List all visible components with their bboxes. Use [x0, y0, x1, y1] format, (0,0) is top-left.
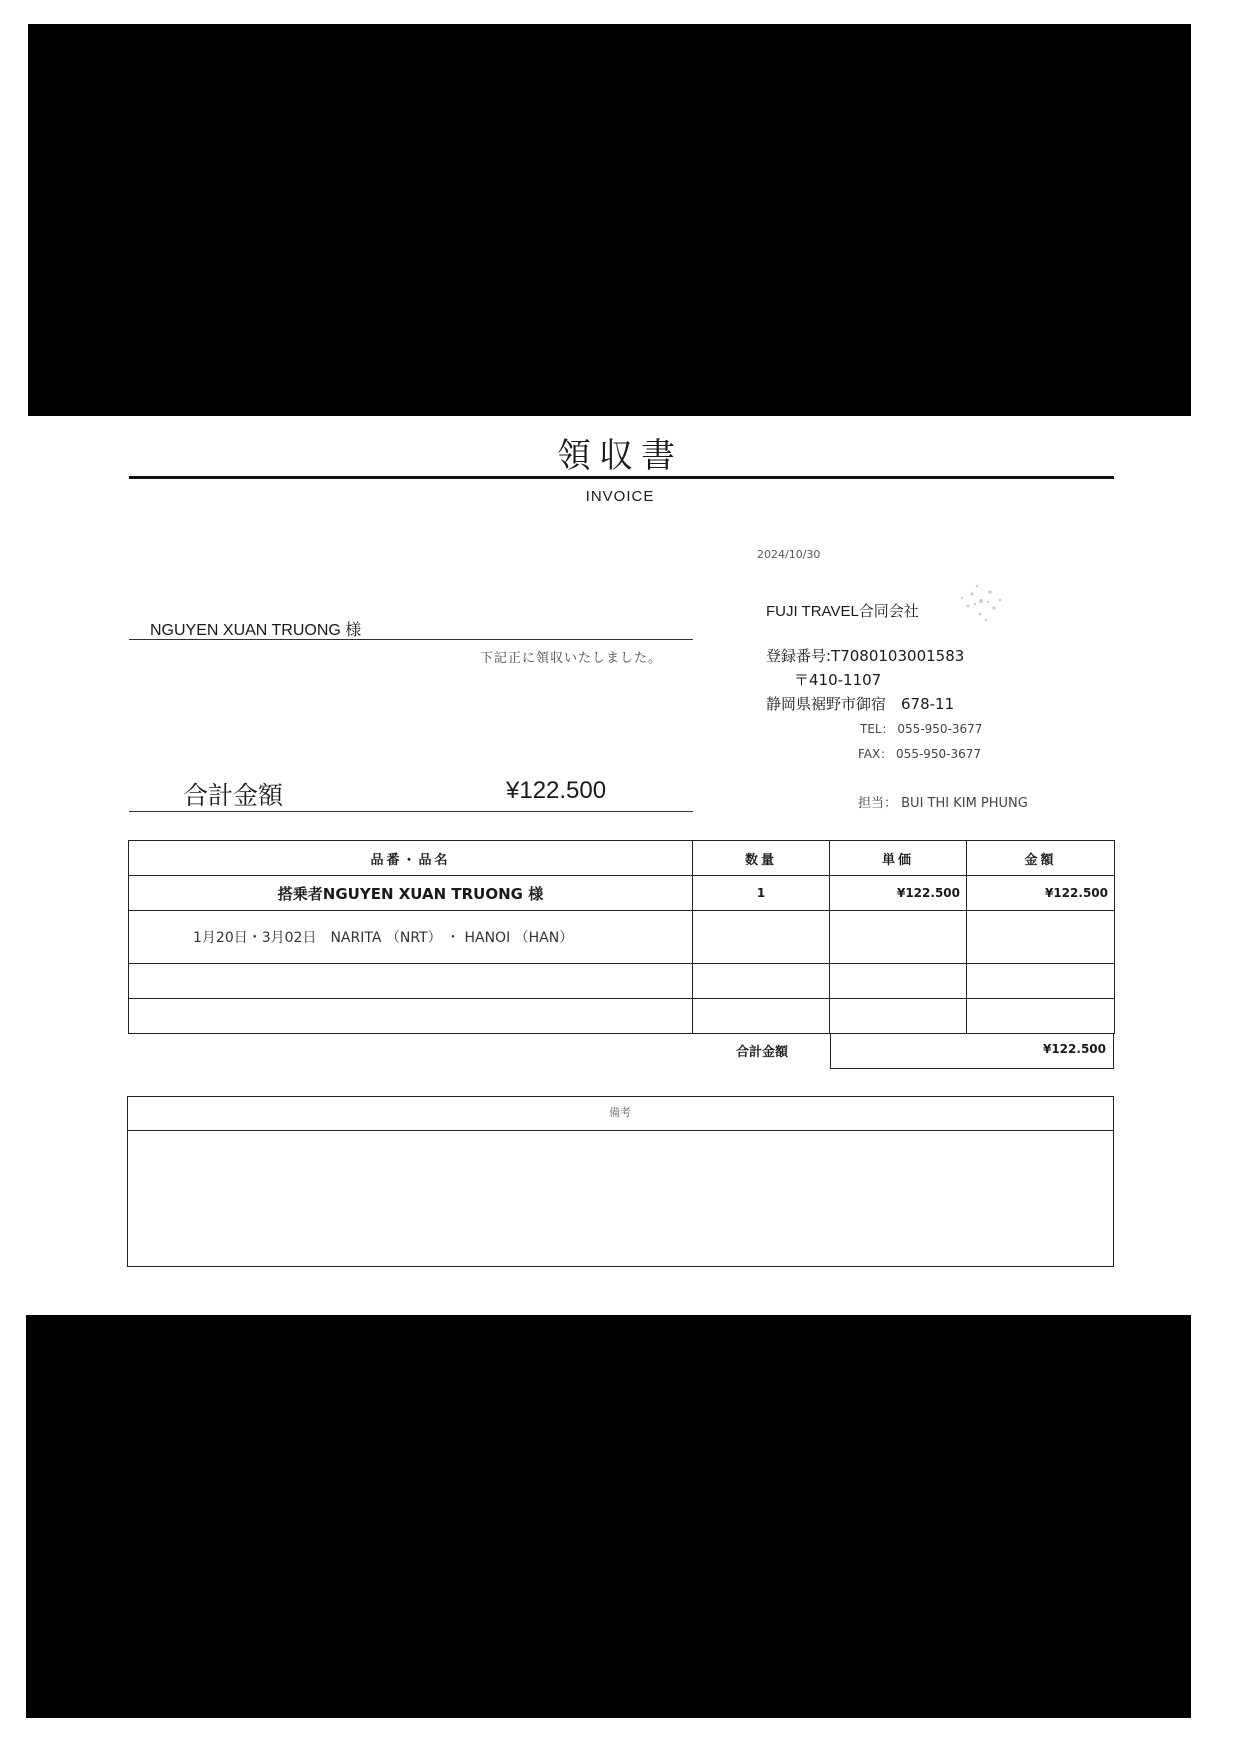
- empty-cell: [830, 964, 967, 999]
- postal-code: 〒410-1107: [794, 671, 882, 689]
- redaction-block-bottom: [26, 1315, 1191, 1718]
- notes-label: 備考: [609, 1106, 631, 1119]
- quantity-cell: 1: [693, 876, 830, 911]
- header-unit-price: 単価: [830, 841, 967, 876]
- table-row: [129, 911, 1115, 964]
- amount-cell: ¥122.500: [967, 876, 1115, 911]
- company-fax: FAX： 055-950-3677: [858, 747, 982, 761]
- company-address: 静岡県裾野市御宿 678-11: [766, 695, 955, 713]
- total-rule: [129, 811, 693, 812]
- recipient-rule: [129, 639, 693, 640]
- empty-cell: [693, 964, 830, 999]
- notes-box: [127, 1096, 1114, 1267]
- empty-cell: [129, 999, 693, 1034]
- company-seal-stamp: [950, 576, 1012, 626]
- recipient-name: NGUYEN XUAN TRUONG 様: [150, 622, 362, 639]
- receipt-note: 下記正に領収いたしました。: [480, 651, 663, 666]
- empty-cell: [693, 999, 830, 1034]
- table-row: [129, 876, 1115, 911]
- staff-name: 担当： BUI THI KIM PHUNG: [858, 796, 1028, 811]
- header-amount: 金額: [967, 841, 1115, 876]
- title-rule: [129, 476, 1114, 479]
- empty-cell: [129, 964, 693, 999]
- table-row: [129, 999, 1115, 1034]
- empty-cell: [830, 999, 967, 1034]
- issue-date: 2024/10/30: [757, 548, 821, 561]
- unit-price-cell: ¥122.500: [830, 876, 967, 911]
- item-name-cell: 搭乗者NGUYEN XUAN TRUONG 様: [129, 876, 693, 911]
- registration-number: 登録番号:T7080103001583: [766, 647, 965, 665]
- items-table: [128, 840, 1115, 1034]
- notes-rule: [127, 1130, 1114, 1131]
- empty-cell: [967, 964, 1115, 999]
- empty-cell: [693, 911, 830, 964]
- header-quantity: 数量: [693, 841, 830, 876]
- table-total-value: ¥122.500: [1042, 1042, 1106, 1056]
- table-row: [129, 964, 1115, 999]
- company-tel: TEL： 055-950-3677: [860, 722, 983, 736]
- redaction-block-top: [28, 24, 1191, 416]
- empty-cell: [967, 911, 1115, 964]
- document-subtitle: INVOICE: [585, 488, 655, 505]
- company-name: FUJI TRAVEL合同会社: [766, 603, 919, 620]
- header-item-name: 品番・品名: [129, 841, 693, 876]
- route-cell: 1月20日・3月02日 NARITA （NRT） ・ HANOI （HAN）: [129, 911, 693, 964]
- total-amount-value: ¥122.500: [506, 777, 607, 804]
- table-total-label: 合計金額: [736, 1045, 789, 1060]
- empty-cell: [967, 999, 1115, 1034]
- empty-cell: [830, 911, 967, 964]
- document-title: 領収書: [557, 436, 683, 476]
- table-header-row: [129, 841, 1115, 876]
- total-amount-label: 合計金額: [183, 781, 284, 810]
